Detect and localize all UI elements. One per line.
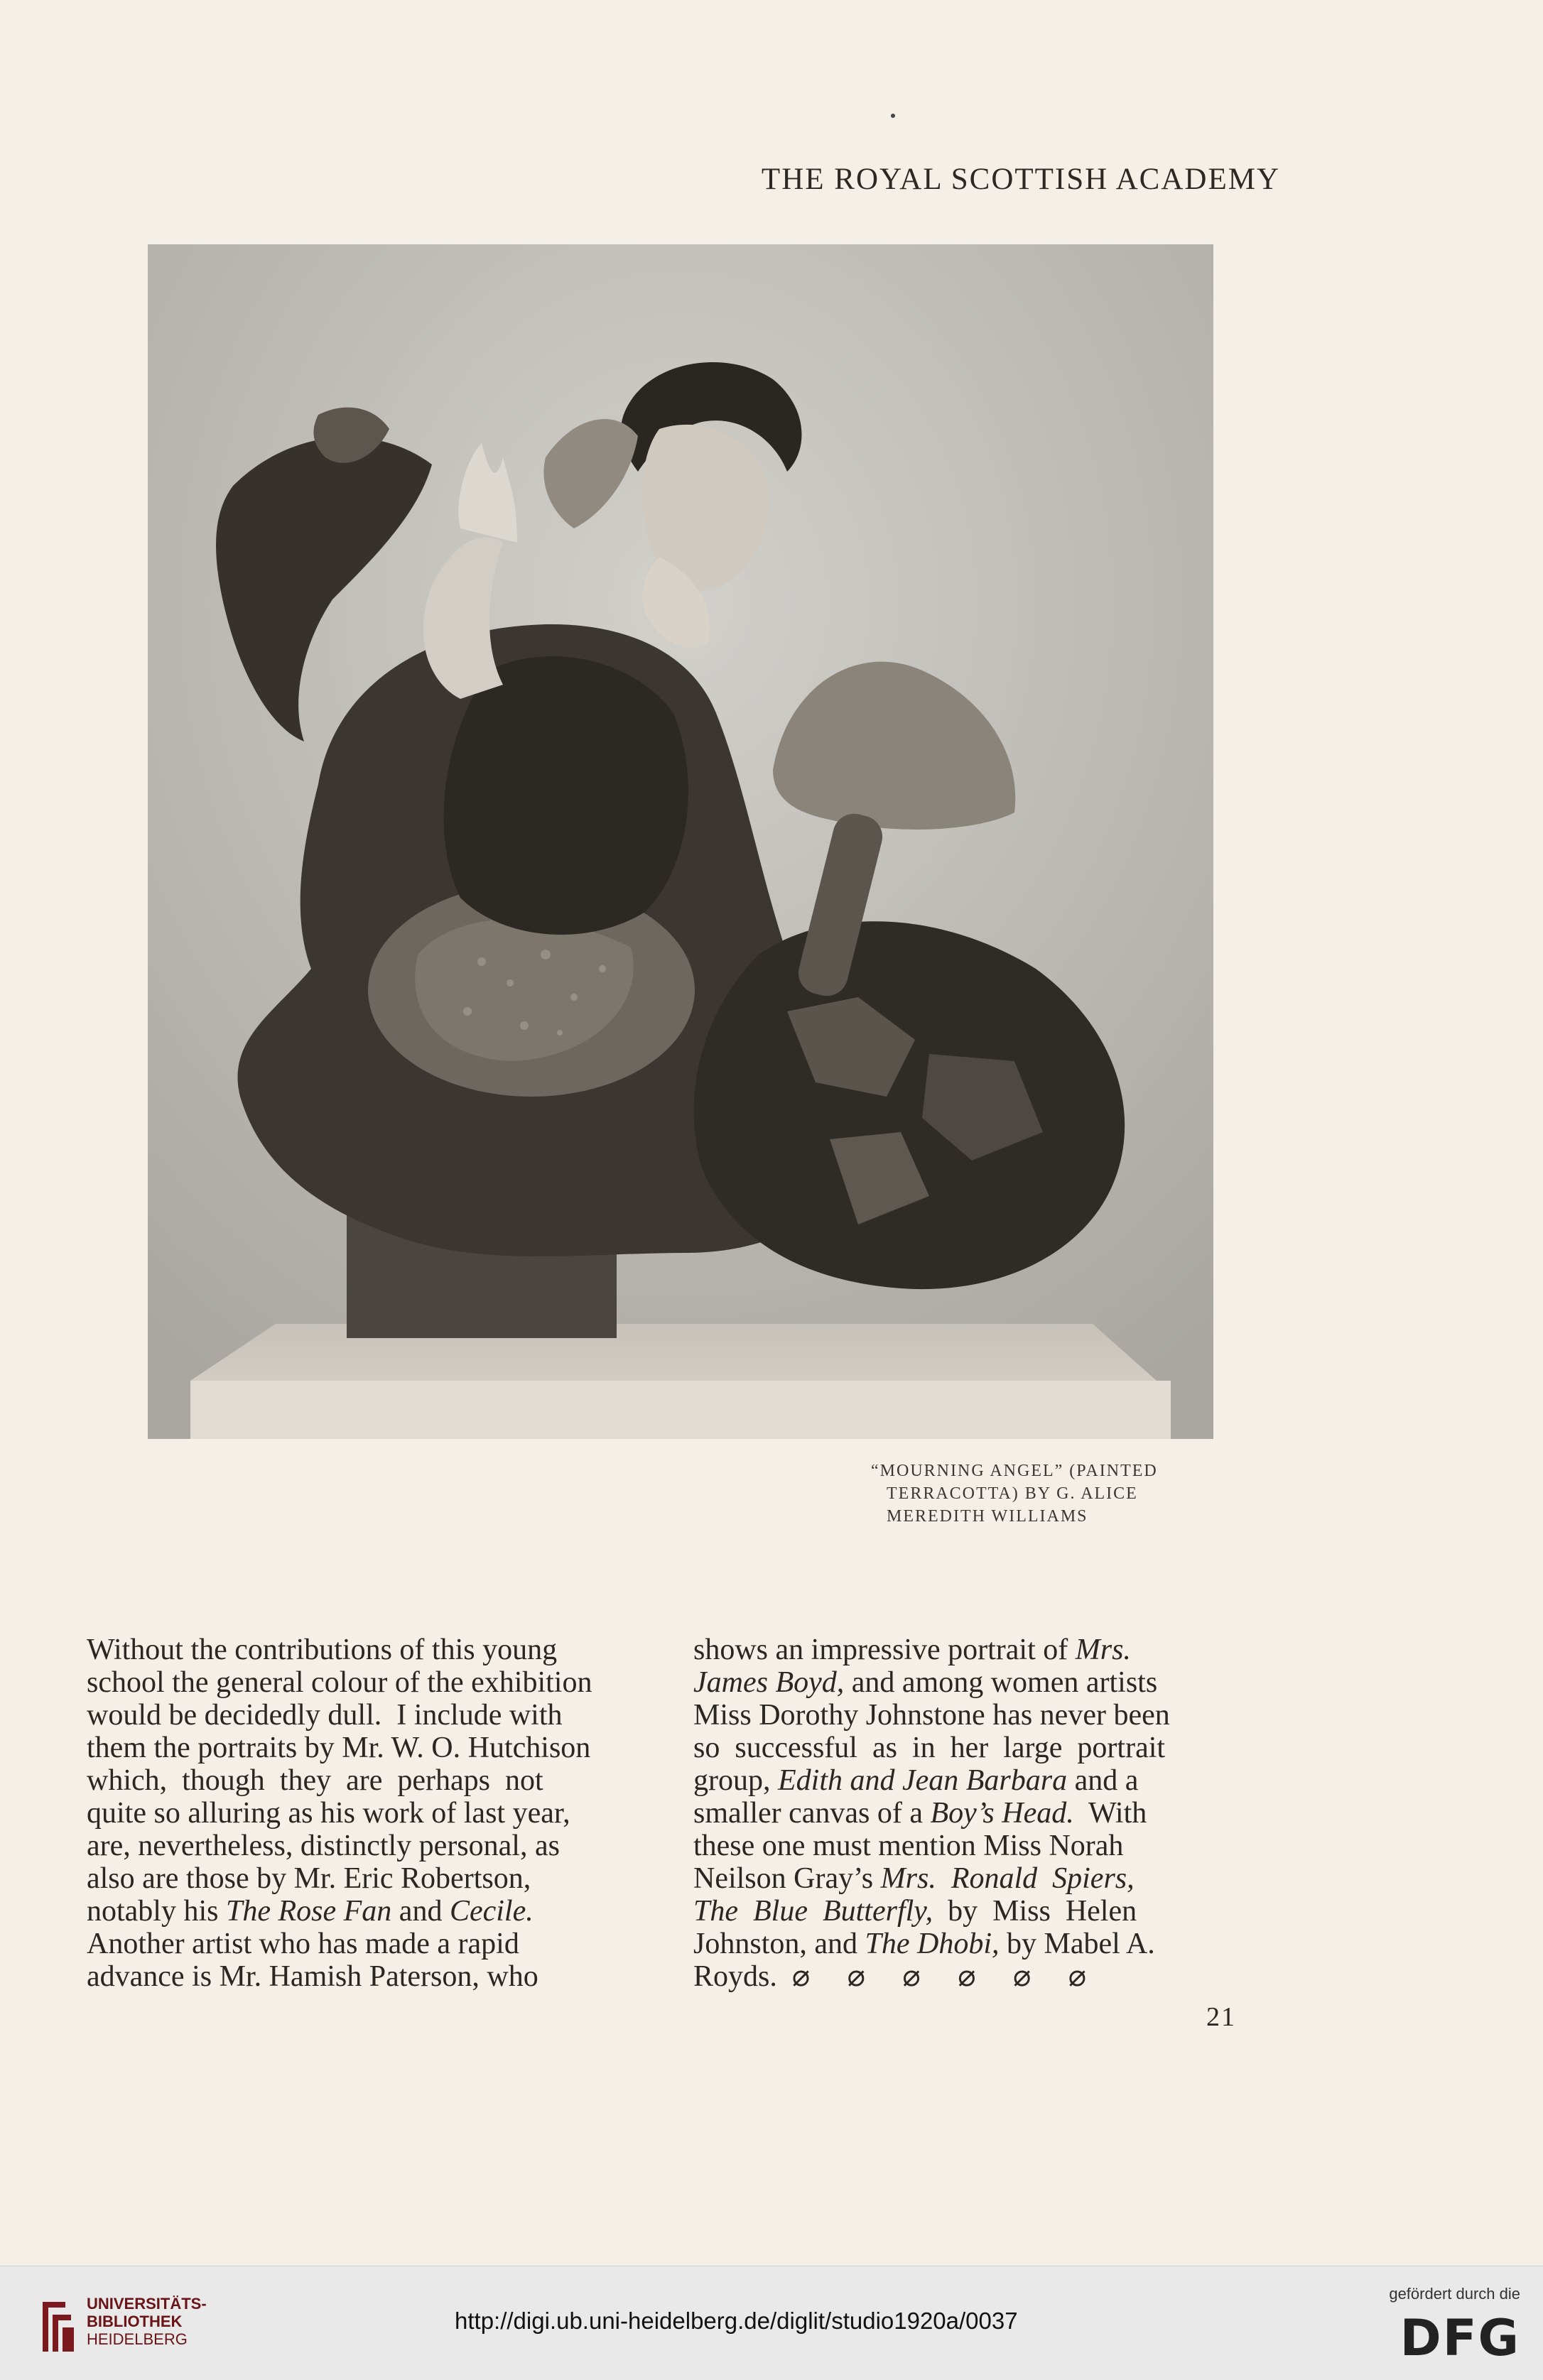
text-line	[693, 1732, 1269, 1764]
dfg-logo: DFG	[1399, 2309, 1520, 2367]
text-line	[87, 1699, 662, 1732]
running-head: THE ROYAL SCOTTISH ACADEMY	[761, 163, 1280, 196]
text-line	[693, 1634, 1269, 1666]
text-run: Royds. ⌀ ⌀ ⌀ ⌀ ⌀ ⌀	[693, 1960, 1087, 1993]
funder-label: gefördert durch die	[1389, 2285, 1520, 2303]
text-run: are, nevertheless, distinctly personal, as	[87, 1830, 560, 1862]
text-line	[87, 1862, 662, 1895]
caption-line: “MOURNING ANGEL” (PAINTED	[871, 1462, 1158, 1480]
library-line: HEIDELBERG	[87, 2330, 188, 2348]
italic-title: The Dhobi,	[865, 1928, 1000, 1960]
text-run: smaller canvas of a	[693, 1797, 931, 1830]
text-run: quite so alluring as his work of last year,	[87, 1797, 570, 1830]
university-library-logo-icon	[37, 2295, 77, 2359]
text-run: and	[391, 1895, 450, 1928]
digitization-footer	[0, 2266, 1543, 2380]
sculpture-plate	[148, 244, 1213, 1439]
text-line	[693, 1895, 1269, 1928]
text-run: With	[1073, 1797, 1147, 1830]
permalink[interactable]: http://digi.ub.uni-heidelberg.de/diglit/studio1920a/0037	[455, 2308, 1018, 2334]
text-line	[693, 1666, 1269, 1699]
text-line	[87, 1928, 662, 1960]
italic-title: Edith and Jean Barbara	[778, 1764, 1068, 1797]
text-run: Another artist who has made a rapid	[87, 1928, 519, 1960]
text-line	[87, 1732, 662, 1764]
text-line	[693, 1797, 1269, 1830]
text-line	[693, 1928, 1269, 1960]
text-line	[87, 1960, 662, 1993]
left-column	[87, 1634, 662, 1993]
italic-title: The Rose Fan	[226, 1895, 392, 1928]
printer-dot	[891, 114, 895, 118]
text-line	[693, 1960, 1269, 1993]
caption-line: MEREDITH WILLIAMS	[887, 1507, 1088, 1526]
text-run: Neilson Gray’s	[693, 1862, 881, 1895]
text-line	[693, 1764, 1269, 1797]
text-run: group,	[693, 1764, 778, 1797]
italic-title: The Blue Butterfly,	[693, 1895, 933, 1928]
page-number: 21	[1206, 2002, 1236, 2032]
text-line	[87, 1634, 662, 1666]
library-line: BIBLIOTHEK	[87, 2313, 183, 2330]
text-run: shows an impressive portrait of	[693, 1634, 1076, 1666]
library-line: UNIVERSITÄTS-	[87, 2295, 207, 2313]
figure-caption	[871, 1460, 1240, 1528]
text-line	[87, 1666, 662, 1699]
text-run: these one must mention Miss Norah	[693, 1830, 1124, 1862]
sculpture-photograph-icon	[148, 244, 1213, 1439]
text-run: also are those by Mr. Eric Robertson,	[87, 1862, 531, 1895]
italic-title: Cecile.	[449, 1895, 534, 1928]
text-run: them the portraits by Mr. W. O. Hutchison	[87, 1732, 591, 1764]
text-run: advance is Mr. Hamish Paterson, who	[87, 1960, 538, 1993]
italic-title: Mrs.	[1075, 1634, 1131, 1666]
text-line	[87, 1764, 662, 1797]
library-name	[87, 2295, 207, 2348]
text-run: which, though they are perhaps not	[87, 1764, 543, 1797]
text-line	[693, 1699, 1269, 1732]
italic-title: Mrs. Ronald Spiers,	[880, 1862, 1135, 1895]
text-run: so successful as in her large portrait	[693, 1732, 1166, 1764]
text-run: notably his	[87, 1895, 226, 1928]
right-column	[693, 1634, 1269, 1993]
text-run: Johnston, and	[693, 1928, 865, 1960]
text-line	[693, 1830, 1269, 1862]
caption-line: TERRACOTTA) BY G. ALICE	[887, 1484, 1138, 1503]
text-line	[87, 1895, 662, 1928]
text-run: by Mabel A.	[999, 1928, 1155, 1960]
text-line	[87, 1797, 662, 1830]
text-run: and a	[1067, 1764, 1139, 1797]
text-run: and among women artists	[844, 1666, 1158, 1699]
text-run: school the general colour of the exhibition	[87, 1666, 592, 1699]
text-run: Without the contributions of this young	[87, 1634, 558, 1666]
text-line	[693, 1862, 1269, 1895]
text-run: by Miss Helen	[933, 1895, 1137, 1928]
italic-title: James Boyd,	[693, 1666, 845, 1699]
text-run: would be decidedly dull. I include with	[87, 1699, 563, 1732]
text-run: Miss Dorothy Johnstone has never been	[693, 1699, 1170, 1732]
text-line	[87, 1830, 662, 1862]
italic-title: Boy’s Head.	[930, 1797, 1074, 1830]
